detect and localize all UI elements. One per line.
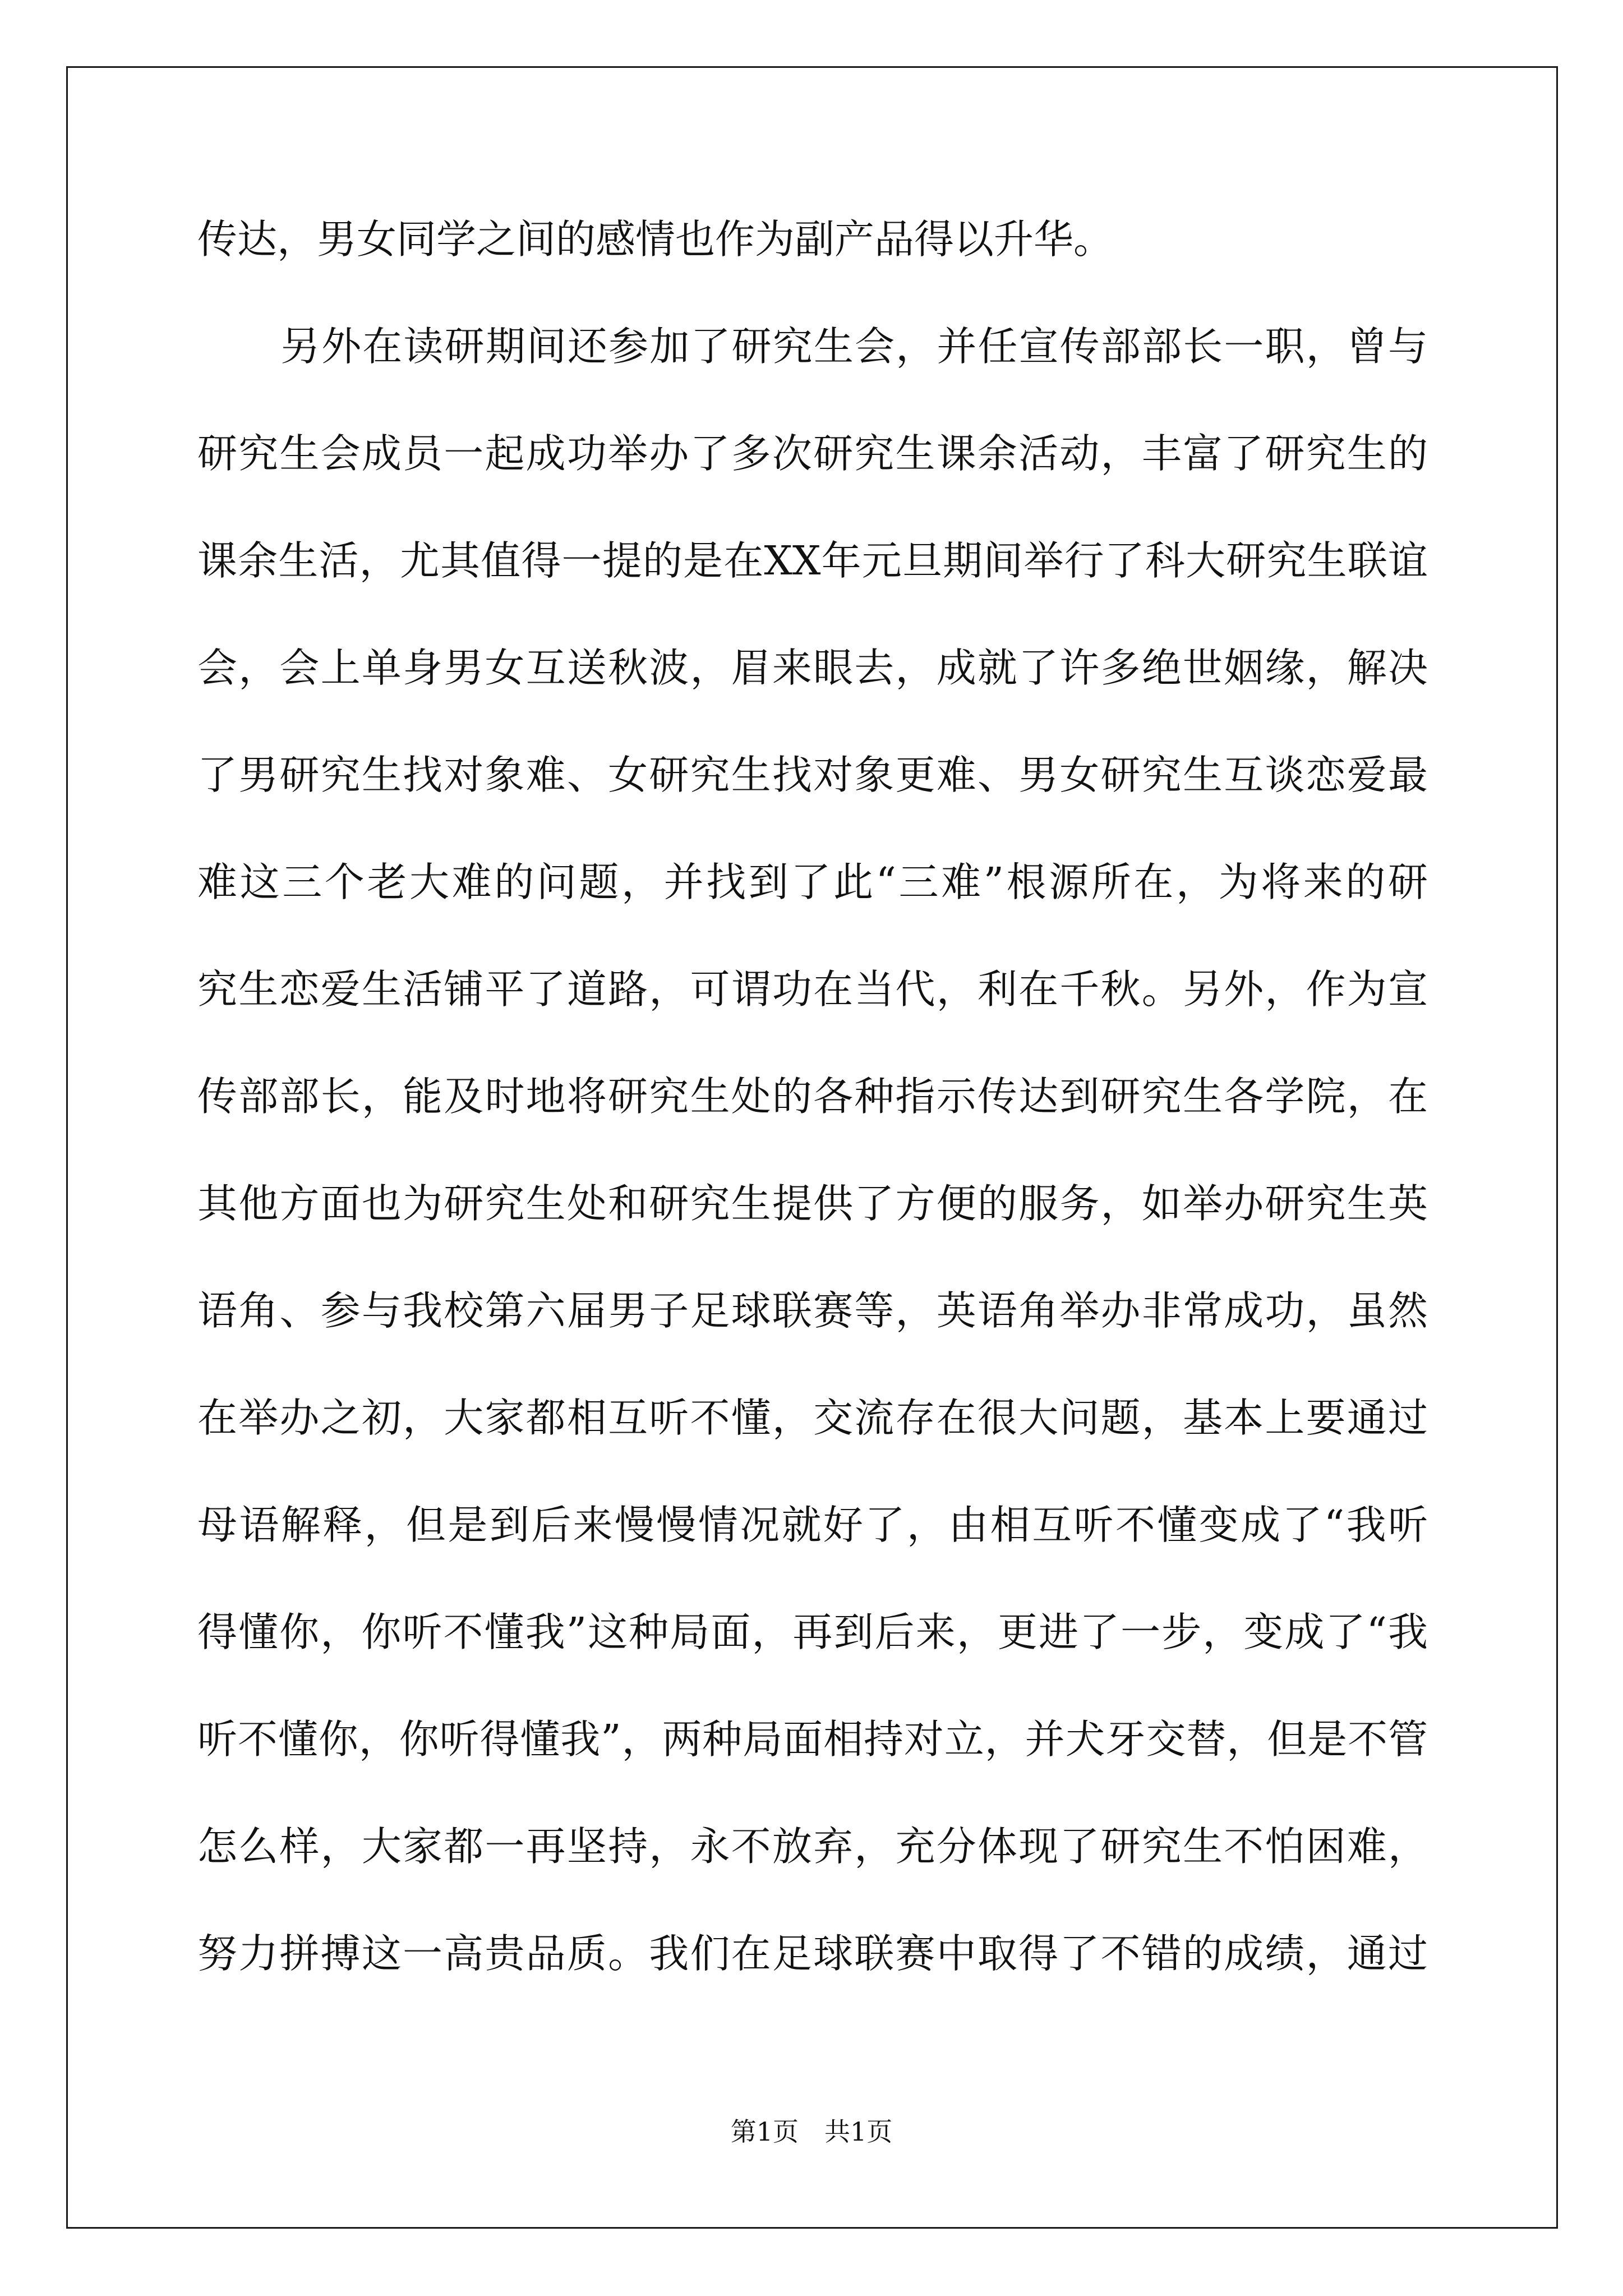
text-line: 难这三个老大难的问题，并找到了此“三难”根源所在，为将来的研 xyxy=(197,859,1428,905)
document-body xyxy=(197,209,1428,2030)
page-number-footer: 第1页 共1页 xyxy=(730,2116,893,2147)
text-line: 传达，男女同学之间的感情也作为副产品得以升华。 xyxy=(197,216,1114,263)
text-line: 母语解释，但是到后来慢慢情况就好了，由相互听不懂变成了“我听 xyxy=(197,1502,1428,1548)
text-line: 究生恋爱生活铺平了道路，可谓功在当代，利在千秋。另外，作为宣 xyxy=(197,966,1428,1013)
text-line: 其他方面也为研究生处和研究生提供了方便的服务，如举办研究生英 xyxy=(197,1180,1428,1227)
text-line: 传部部长，能及时地将研究生处的各种指示传达到研究生各学院，在 xyxy=(197,1073,1428,1120)
text-line: 努力拼搏这一高贵品质。我们在足球联赛中取得了不错的成绩，通过 xyxy=(197,1930,1428,1977)
text-line: 听不懂你，你听得懂我”，两种局面相持对立，并犬牙交替，但是不管 xyxy=(197,1716,1428,1763)
text-line: 语角、参与我校第六届男子足球联赛等，英语角举办非常成功，虽然 xyxy=(197,1287,1428,1334)
text-line: 另外在读研期间还参加了研究生会，并任宣传部部长一职，曾与 xyxy=(280,323,1428,370)
text-line: 课余生活，尤其值得一提的是在XX年元旦期间举行了科大研究生联谊 xyxy=(197,537,1428,584)
text-line: 会，会上单身男女互送秋波，眉来眼去，成就了许多绝世姻缘，解决 xyxy=(197,645,1428,691)
text-line: 得懂你，你听不懂我”这种局面，再到后来，更进了一步，变成了“我 xyxy=(197,1609,1428,1655)
text-line: 研究生会成员一起成功举办了多次研究生课余活动，丰富了研究生的 xyxy=(197,430,1428,477)
text-line: 怎么样，大家都一再坚持，永不放弃，充分体现了研究生不怕困难， xyxy=(197,1823,1428,1870)
text-line: 在举办之初，大家都相互听不懂，交流存在很大问题，基本上要通过 xyxy=(197,1395,1428,1441)
text-line: 了男研究生找对象难、女研究生找对象更难、男女研究生互谈恋爱最 xyxy=(197,752,1428,798)
